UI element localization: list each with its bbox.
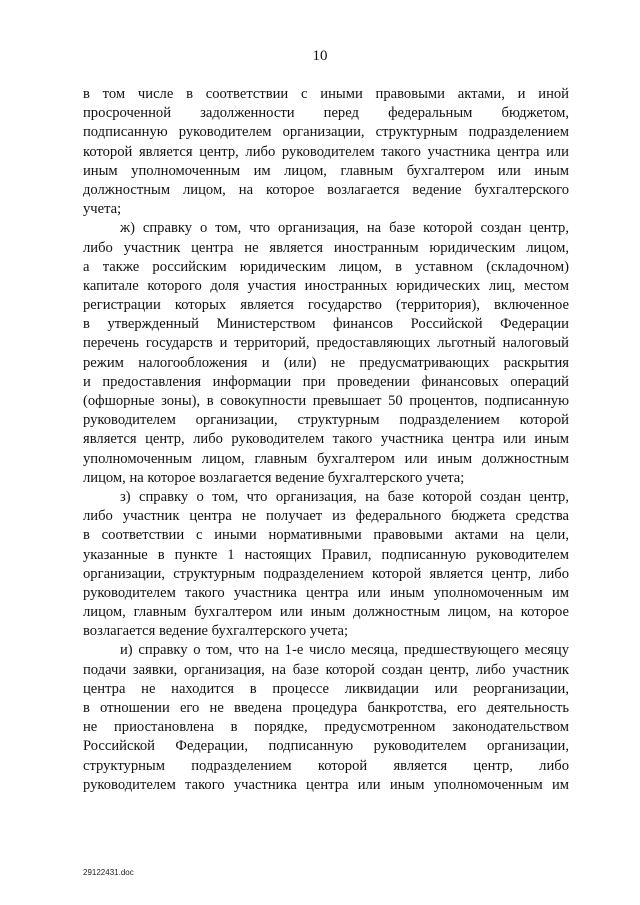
page-number: 10 xyxy=(312,48,328,64)
text-line: которой является центр, либо руководителем такого участника центра или xyxy=(83,143,569,160)
text-line: и предоставления информации при проведении финансовых операций xyxy=(83,373,569,390)
text-line: капитале которого доля участия иностранных юридических лиц, местом xyxy=(83,277,569,294)
text-line: уполномоченным лицом, главным бухгалтером или иным должностным xyxy=(83,450,569,467)
text-line: лицом, главным бухгалтером или иным должностным лицом, на которое xyxy=(83,604,569,621)
text-line: подачи заявки, организация, на базе которой создан центр, либо участник xyxy=(83,661,569,678)
text-line: либо участник центра не является иностранным юридическим лицом, xyxy=(83,239,569,256)
text-line: организации, структурным подразделением которой является центр, либо xyxy=(83,565,569,582)
text-line: и) справку о том, что на 1-е число месяца, предшествующего месяцу xyxy=(120,642,569,659)
text-line: в отношении его не введена процедура банкротства, его деятельность xyxy=(83,700,569,716)
text-line: Российской Федерации, подписанную руководителем организации, xyxy=(83,738,569,755)
text-line: в том числе в соответствии с иными правовыми актами, и иной xyxy=(83,86,569,102)
text-line: руководителем такого участника центра или иным уполномоченным им xyxy=(83,584,569,601)
text-line: центра не находится в процессе ликвидации или реорганизации, xyxy=(83,680,569,697)
text-line: в утвержденный Министерством финансов Российской Федерации xyxy=(83,316,569,333)
text-line: (офшорные зоны), в совокупности превышает 50 процентов, подписанную xyxy=(83,393,569,409)
text-line: в соответствии с иными нормативными правовыми актами на цели, xyxy=(83,527,569,544)
text-line: перечень государств и территорий, предоставляющих льготный налоговый xyxy=(83,335,569,352)
text-line: лицом, на которое возлагается ведение бухгалтерского учета; xyxy=(83,469,465,486)
document-body xyxy=(83,85,569,795)
text-line: руководителем организации, структурным подразделением которой xyxy=(83,412,569,429)
text-line: структурным подразделением которой является центр, либо xyxy=(83,757,569,774)
text-line: просроченной задолженности перед федеральным бюджетом, xyxy=(83,105,569,122)
text-line: руководителем такого участника центра или иным уполномоченным им xyxy=(83,776,569,793)
document-file-code: 29122431.doc xyxy=(83,868,134,877)
text-line: режим налогообложения и (или) не предусматривающих раскрытия xyxy=(83,354,569,371)
text-line: не приостановлена в порядке, предусмотренном законодательством xyxy=(83,719,569,736)
text-line: а также российским юридическим лицом, в уставном (складочном) xyxy=(83,258,569,275)
text-line: ж) справку о том, что организация, на базе которой создан центр, xyxy=(120,220,569,237)
text-line: иным уполномоченным им лицом, главным бухгалтером или иным xyxy=(83,162,569,179)
text-line: указанные в пункте 1 настоящих Правил, подписанную руководителем xyxy=(83,546,569,563)
text-line: подписанную руководителем организации, структурным подразделением xyxy=(83,124,569,141)
text-line: регистрации которых является государство (территория), включенное xyxy=(83,297,569,314)
text-line: з) справку о том, что организация, на базе которой создан центр, xyxy=(120,488,569,505)
text-line: должностным лицом, на которое возлагается ведение бухгалтерского xyxy=(83,181,569,198)
text-line: возлагается ведение бухгалтерского учета; xyxy=(83,623,349,640)
text-line: учета; xyxy=(83,201,122,218)
text-line: либо участник центра не получает из федерального бюджета средства xyxy=(83,508,569,525)
text-line: является центр, либо руководителем такого участника центра или иным xyxy=(83,431,569,448)
